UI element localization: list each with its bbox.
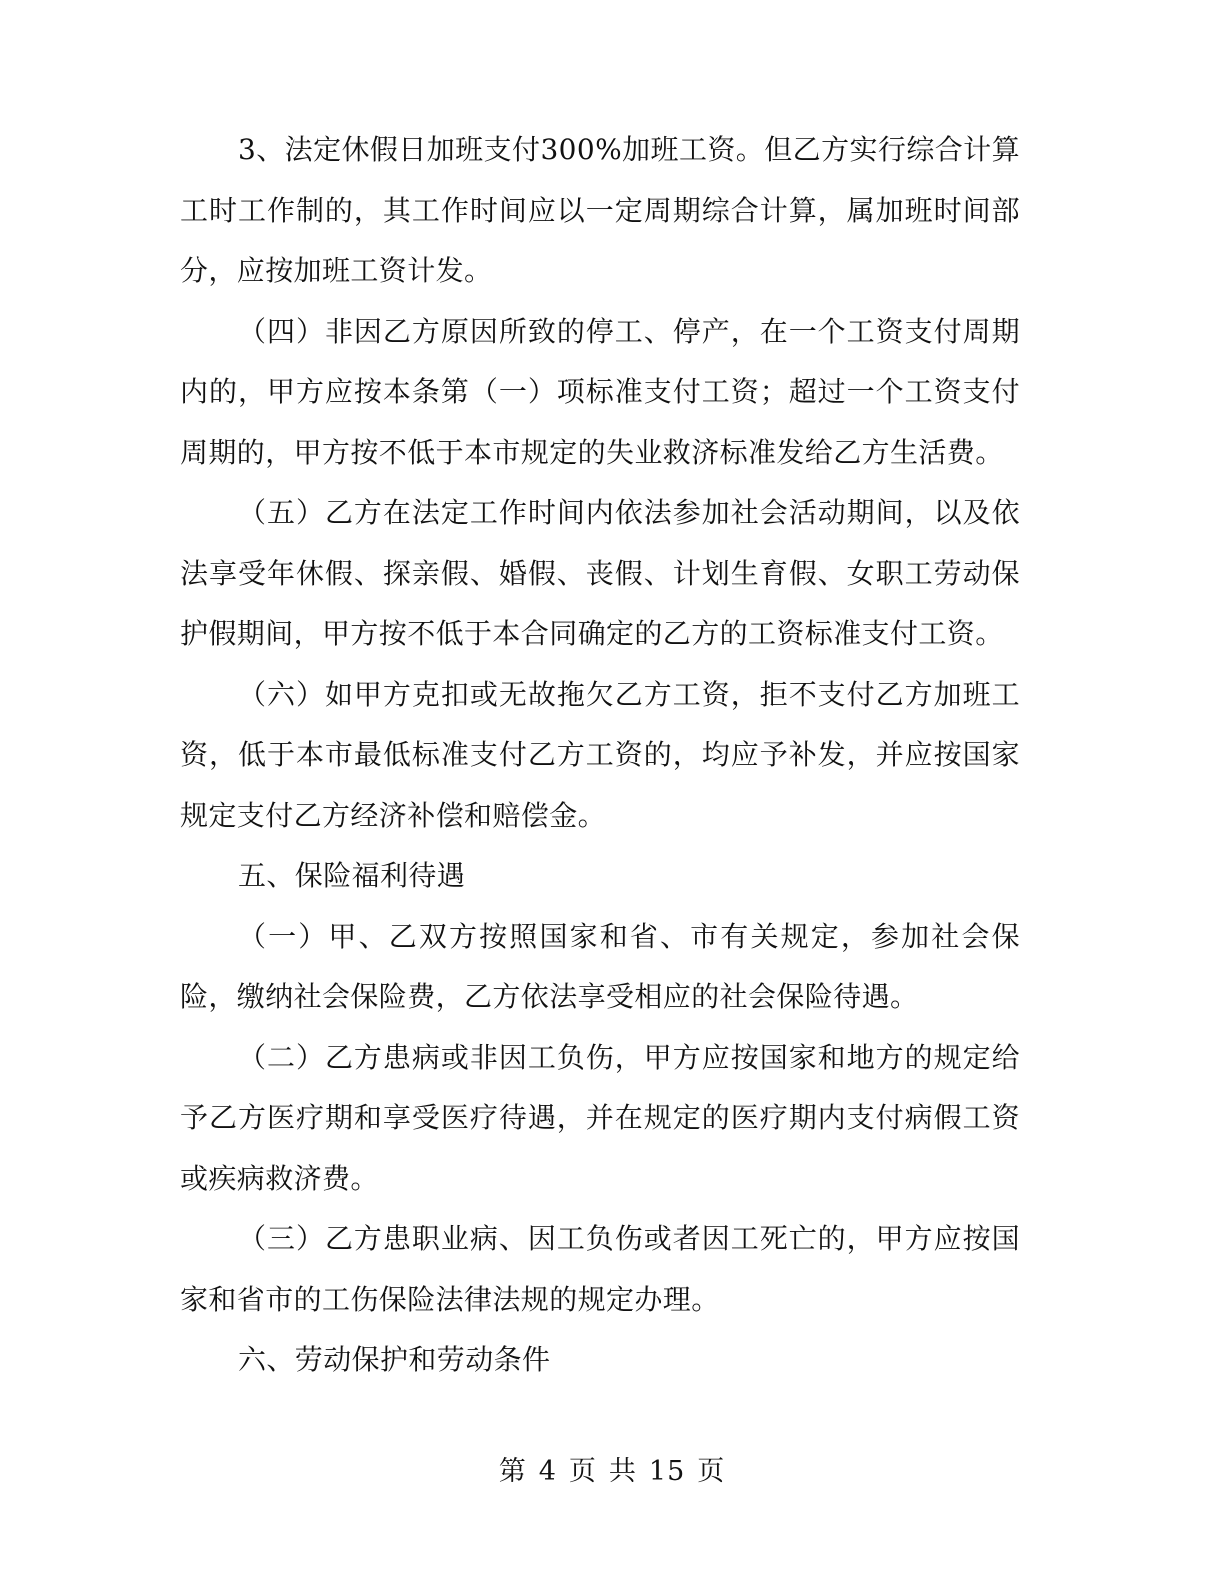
paragraph-social-activity-leave: （五）乙方在法定工作时间内依法参加社会活动期间，以及依法享受年休假、探亲假、婚假、丧假、计划生育假、女职工劳动保护假期间，甲方按不低于本合同确定的乙方的工资标准支付工资。	[180, 496, 1020, 650]
paragraph-work-stoppage: （四）非因乙方原因所致的停工、停产，在一个工资支付周期内的，甲方应按本条第（一）项标准支付工资；超过一个工资支付周期的，甲方按不低于本市规定的失业救济标准发给乙方生活费。	[180, 314, 1020, 469]
footer-total-prefix: 共	[608, 1456, 637, 1487]
page-footer	[0, 1452, 1224, 1492]
paragraph-illness-injury: （二）乙方患病或非因工负伤，甲方应按国家和地方的规定给予乙方医疗期和享受医疗待遇，并在规定的医疗期内支付病假工资或疾病救济费。	[180, 1040, 1020, 1195]
footer-current-page: 4	[538, 1456, 557, 1487]
paragraph-social-insurance: （一）甲、乙双方按照国家和省、市有关规定，参加社会保险，缴纳社会保险费，乙方依法享受相应的社会保险待遇。	[180, 919, 1020, 1013]
footer-prefix: 第	[498, 1456, 527, 1487]
paragraph-overtime-holiday: 3、法定休假日加班支付300%加班工资。但乙方实行综合计算工时工作制的，其工作时间应以一定周期综合计算，属加班时间部分，应按加班工资计发。	[180, 133, 1020, 287]
footer-page-word: 页	[568, 1456, 597, 1487]
paragraph-occupational-disease: （三）乙方患职业病、因工负伤或者因工死亡的，甲方应按国家和省市的工伤保险法律法规的规定办理。	[180, 1222, 1020, 1316]
section-heading-insurance-welfare: 五、保险福利待遇	[238, 859, 466, 892]
document-body	[180, 120, 1020, 1391]
footer-total-pages: 15	[648, 1456, 686, 1487]
section-heading-labor-protection: 六、劳动保护和劳动条件	[238, 1343, 551, 1376]
footer-suffix: 页	[697, 1456, 726, 1487]
paragraph-wage-deduction: （六）如甲方克扣或无故拖欠乙方工资，拒不支付乙方加班工资，低于本市最低标准支付乙方工资的，均应予补发，并应按国家规定支付乙方经济补偿和赔偿金。	[180, 677, 1020, 832]
